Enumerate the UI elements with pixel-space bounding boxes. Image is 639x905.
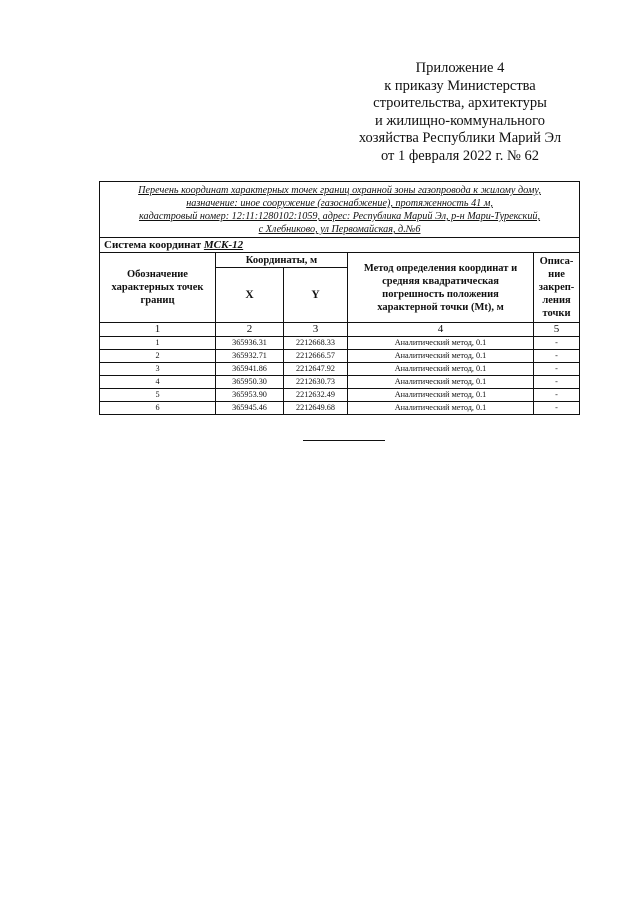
column-number: 3: [284, 323, 348, 337]
header-y: Y: [284, 268, 348, 323]
cell-x: 365941.86: [216, 363, 284, 376]
table-row: [100, 389, 580, 402]
coordinate-system: [100, 238, 580, 253]
cell-point: 6: [100, 402, 216, 415]
header-coordinates: Координаты, м: [216, 253, 348, 268]
appendix-line: к приказу Министерства: [384, 77, 536, 94]
cell-point: 4: [100, 376, 216, 389]
cell-point: 2: [100, 350, 216, 363]
table-row: [100, 402, 580, 415]
cell-x: 365950.30: [216, 376, 284, 389]
column-number: 1: [100, 323, 216, 337]
caption-line: Перечень координат характерных точек границ охранной зоны газопровода к жилому дому,: [138, 185, 541, 196]
cell-method: Аналитический метод, 0.1: [348, 363, 534, 376]
cell-x: 365953.90: [216, 389, 284, 402]
caption-line: с Хлебниково, ул Первомайская, д.№6: [258, 224, 421, 235]
caption-line: назначение: иное сооружение (газоснабжение), протяженность 41 м,: [186, 198, 493, 209]
cell-point: 1: [100, 337, 216, 350]
appendix-line: Приложение 4: [415, 60, 505, 76]
cell-description: -: [534, 389, 580, 402]
cell-method: Аналитический метод, 0.1: [348, 389, 534, 402]
header-description: Описа-ние закреп-ления точки: [534, 253, 580, 323]
caption-row: [100, 182, 580, 238]
coordinates-table-wrapper: [99, 181, 579, 415]
cell-x: 365932.71: [216, 350, 284, 363]
system-row: [100, 238, 580, 253]
appendix-line: хозяйства Республики Марий Эл: [358, 130, 562, 146]
appendix-line: от 1 февраля 2022 г. № 62: [380, 147, 540, 164]
cell-method: Аналитический метод, 0.1: [348, 402, 534, 415]
caption-line: кадастровый номер: 12:11:1280102:1059, адрес: Республика Марий Эл, р-н Мари-Турекский,: [138, 211, 541, 222]
cell-description: -: [534, 363, 580, 376]
table-row: [100, 376, 580, 389]
column-number: 2: [216, 323, 284, 337]
cell-x: 365945.46: [216, 402, 284, 415]
cell-description: -: [534, 402, 580, 415]
table-row: [100, 350, 580, 363]
appendix-block: [340, 60, 580, 165]
appendix-line: и жилищно-коммунального: [374, 112, 546, 129]
cell-method: Аналитический метод, 0.1: [348, 337, 534, 350]
cell-method: Аналитический метод, 0.1: [348, 350, 534, 363]
coordinate-system-value: МСК-12: [203, 239, 244, 251]
cell-y: 2212666.57: [284, 350, 348, 363]
cell-x: 365936.31: [216, 337, 284, 350]
appendix-line: строительства, архитектуры: [373, 95, 547, 111]
table-caption: [100, 182, 580, 238]
cell-y: 2212630.73: [284, 376, 348, 389]
table-row: [100, 363, 580, 376]
header-row-1: [100, 253, 580, 268]
coordinate-system-label: Система координат: [104, 239, 202, 251]
header-method: Метод определения координат и средняя квадратическая погрешность положения характерной точки (Mt), м: [348, 253, 534, 323]
cell-y: 2212632.49: [284, 389, 348, 402]
cell-point: 5: [100, 389, 216, 402]
closing-divider: [303, 440, 385, 441]
cell-method: Аналитический метод, 0.1: [348, 376, 534, 389]
cell-description: -: [534, 350, 580, 363]
cell-y: 2212668.33: [284, 337, 348, 350]
column-numbers-row: [100, 323, 580, 337]
cell-y: 2212649.68: [284, 402, 348, 415]
header-x: X: [216, 268, 284, 323]
coordinates-table: [99, 181, 580, 415]
cell-y: 2212647.92: [284, 363, 348, 376]
table-row: [100, 337, 580, 350]
column-number: 5: [534, 323, 580, 337]
column-number: 4: [348, 323, 534, 337]
cell-description: -: [534, 337, 580, 350]
header-point: Обозначение характерных точек границ: [100, 253, 216, 323]
cell-point: 3: [100, 363, 216, 376]
cell-description: -: [534, 376, 580, 389]
